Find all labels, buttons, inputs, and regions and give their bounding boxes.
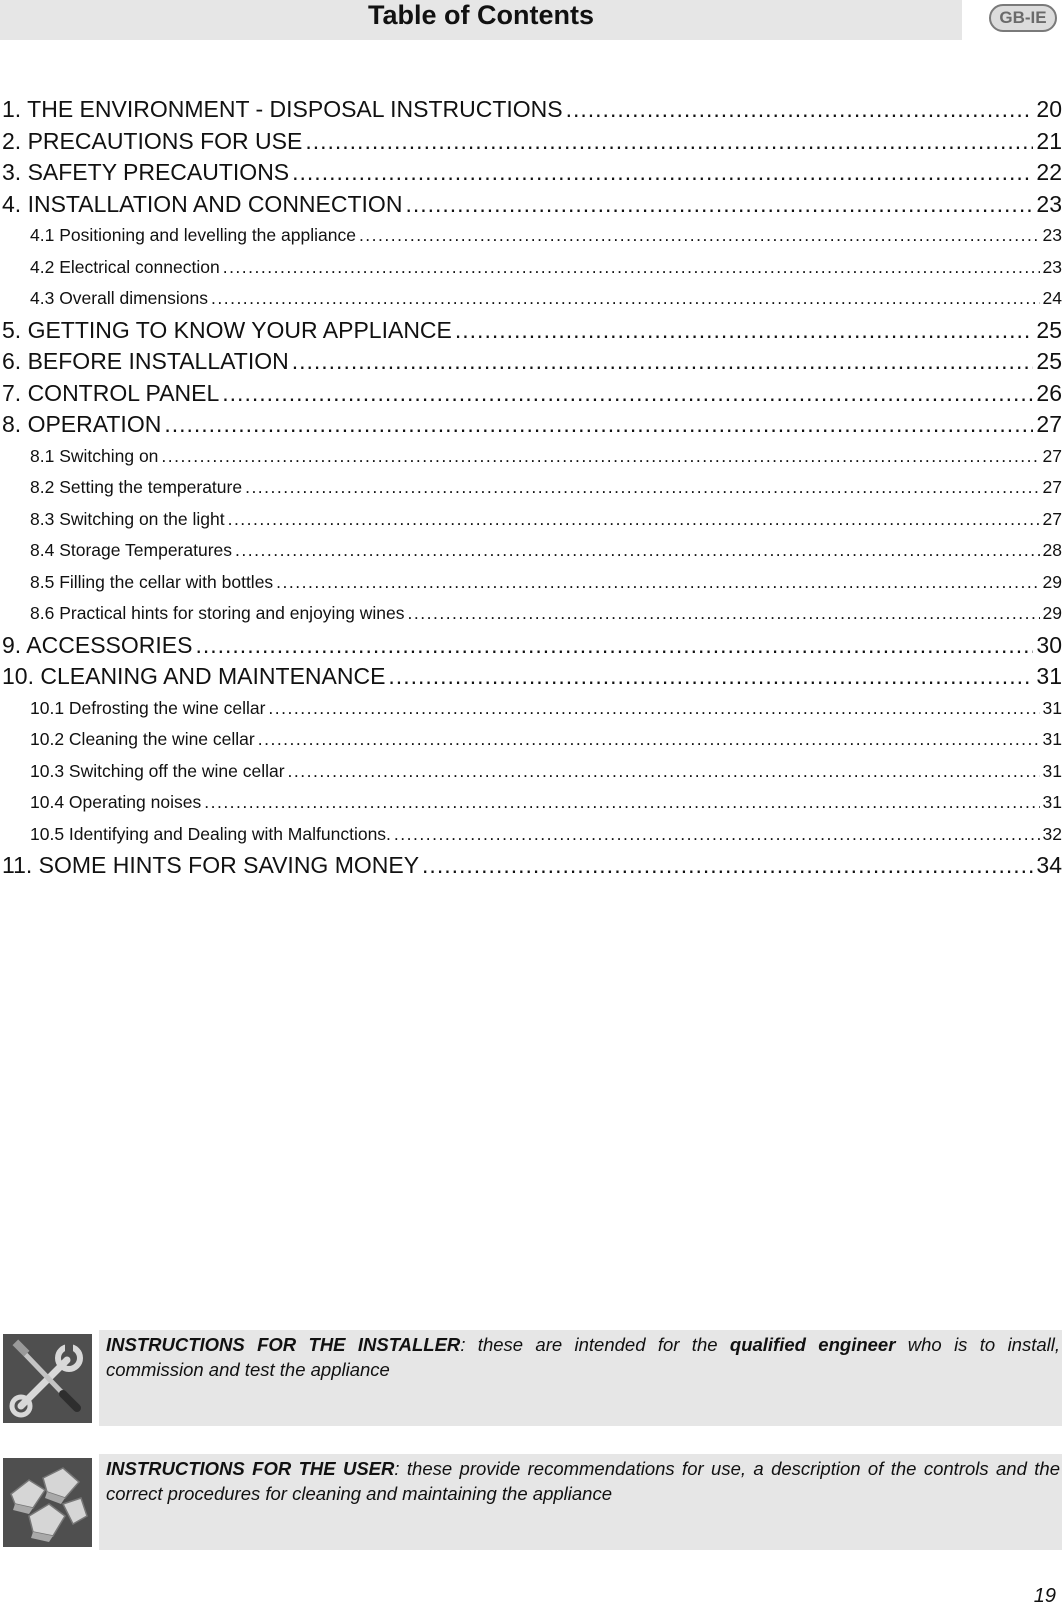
toc-entry-label: 8. OPERATION: [2, 411, 162, 437]
toc-entry-label: 10.1 Defrosting the wine cellar: [30, 697, 266, 718]
user-text-a: : these provide recommendations for use, a description of the controls and the correct procedures for cleaning and maintaining the appliance: [106, 1458, 1060, 1504]
toc-entry-page: 28: [1042, 540, 1062, 560]
page-number: 19: [1033, 1585, 1056, 1607]
toc-entry-label: 11. SOME HINTS FOR SAVING MONEY: [2, 852, 420, 878]
installer-instructions-box: [0, 1330, 1062, 1426]
user-heading: INSTRUCTIONS FOR THE USER: [106, 1458, 395, 1479]
toc-entry-label: 9. ACCESSORIES: [2, 631, 193, 658]
toc-dot-leader: [276, 567, 1039, 599]
toc-dot-leader: [288, 756, 1040, 788]
toc-section[interactable]: [0, 94, 1062, 126]
toc-dot-leader: [292, 346, 1034, 378]
toc-entry-label: 10.3 Switching off the wine cellar: [30, 760, 285, 781]
toc-subsection[interactable]: [0, 819, 1062, 851]
toc-subsection[interactable]: [0, 724, 1062, 756]
toc-section[interactable]: [0, 157, 1062, 189]
toc-entry-label: 4. INSTALLATION AND CONNECTION: [2, 190, 403, 217]
toc-dot-leader: [388, 661, 1033, 693]
toc-entry-label: 8.2 Setting the temperature: [30, 477, 243, 497]
toc-entry-page: 32: [1042, 823, 1062, 844]
toc-entry-label: 10. CLEANING AND MAINTENANCE: [2, 663, 386, 689]
tools-icon: [3, 1334, 92, 1423]
toc-entry-label: 8.5 Filling the cellar with bottles: [30, 571, 274, 592]
language-badge: GB-IE: [989, 4, 1057, 32]
toc-section[interactable]: [0, 126, 1062, 158]
toc-entry-label: 8.6 Practical hints for storing and enjoying wines: [30, 603, 405, 623]
toc-section[interactable]: [0, 630, 1062, 662]
qualified-engineer-text: qualified engineer: [729, 1334, 896, 1355]
toc-entry-page: 27: [1042, 477, 1062, 497]
toc-entry-page: 20: [1036, 96, 1062, 122]
toc-dot-leader: [164, 409, 1033, 441]
toc-dot-leader: [222, 378, 1033, 410]
user-instructions-box: [0, 1454, 1062, 1550]
toc-section[interactable]: [0, 189, 1062, 221]
toc-entry-label: 8.1 Switching on: [30, 445, 159, 466]
toc-entry-label: 2. PRECAUTIONS FOR USE: [2, 127, 303, 154]
toc-entry-label: 3. SAFETY PRECAUTIONS: [2, 159, 290, 185]
toc-entry-label: 10.5 Identifying and Dealing with Malfunctions.: [30, 823, 391, 844]
toc-subsection[interactable]: [0, 441, 1062, 473]
toc-entry-page: 27: [1036, 411, 1062, 437]
toc-entry-page: 34: [1036, 852, 1062, 878]
toc-dot-leader: [235, 535, 1040, 567]
toc-subsection[interactable]: [0, 504, 1062, 536]
toc-subsection[interactable]: [0, 787, 1062, 819]
toc-entry-page: 31: [1042, 792, 1062, 812]
toc-entry-page: 27: [1042, 445, 1062, 466]
toc-dot-leader: [245, 472, 1039, 504]
toc-dot-leader: [292, 157, 1033, 189]
toc-section[interactable]: [0, 315, 1062, 347]
toc-subsection[interactable]: [0, 567, 1062, 599]
toc-entry-label: 5. GETTING TO KNOW YOUR APPLIANCE: [2, 316, 452, 343]
installer-text-a: : these are intended for the: [460, 1334, 730, 1355]
toc-dot-leader: [359, 220, 1040, 252]
toc-dot-leader: [394, 819, 1040, 851]
installer-text-b: who is to install, commission and test the appliance: [106, 1334, 1061, 1380]
toc-entry-page: 31: [1042, 729, 1062, 749]
toc-dot-leader: [195, 630, 1033, 662]
toc-entry-page: 29: [1042, 571, 1062, 592]
toc-dot-leader: [422, 850, 1033, 882]
toc-entry-label: 8.3 Switching on the light: [30, 508, 225, 529]
toc-entry-label: 4.2 Electrical connection: [30, 256, 220, 277]
toc-entry-page: 24: [1042, 288, 1062, 308]
toc-entry-page: 25: [1036, 348, 1062, 374]
toc-dot-leader: [161, 441, 1039, 473]
toc-section[interactable]: [0, 661, 1062, 693]
toc-entry-page: 26: [1036, 379, 1062, 406]
toc-dot-leader: [228, 504, 1040, 536]
toc-entry-page: 27: [1042, 508, 1062, 529]
user-instructions-text: [106, 1456, 1060, 1506]
toc-subsection[interactable]: [0, 535, 1062, 567]
ice-cubes-icon: [3, 1458, 92, 1547]
toc-subsection[interactable]: [0, 283, 1062, 315]
toc-entry-page: 23: [1042, 256, 1062, 277]
toc-section[interactable]: [0, 346, 1062, 378]
toc-subsection[interactable]: [0, 472, 1062, 504]
toc-dot-leader: [455, 315, 1034, 347]
toc-entry-page: 23: [1042, 225, 1062, 245]
toc-dot-leader: [268, 693, 1039, 725]
toc-entry-label: 10.4 Operating noises: [30, 792, 202, 812]
toc-dot-leader: [223, 252, 1040, 284]
toc-dot-leader: [258, 724, 1040, 756]
toc-dot-leader: [408, 598, 1040, 630]
installer-heading: INSTRUCTIONS FOR THE INSTALLER: [106, 1334, 461, 1355]
toc-entry-label: 10.2 Cleaning the wine cellar: [30, 729, 255, 749]
toc-entry-label: 1. THE ENVIRONMENT - DISPOSAL INSTRUCTIONS: [2, 96, 563, 122]
toc-subsection[interactable]: [0, 756, 1062, 788]
toc-entry-page: 25: [1036, 316, 1062, 343]
toc-entry-page: 31: [1042, 697, 1062, 718]
toc-entry-page: 29: [1042, 603, 1062, 623]
toc-entry-label: 7. CONTROL PANEL: [2, 379, 220, 406]
toc-dot-leader: [211, 283, 1040, 315]
toc-entry-page: 23: [1036, 190, 1062, 217]
toc-subsection[interactable]: [0, 220, 1062, 252]
toc-section[interactable]: [0, 409, 1062, 441]
toc-dot-leader: [305, 126, 1033, 158]
toc-entry-label: 4.1 Positioning and levelling the appliance: [30, 225, 356, 245]
toc-dot-leader: [405, 189, 1033, 221]
page-title: Table of Contents: [368, 0, 594, 30]
toc-subsection[interactable]: [0, 252, 1062, 284]
toc-entry-label: 6. BEFORE INSTALLATION: [2, 348, 289, 374]
toc-entry-page: 21: [1036, 127, 1062, 154]
toc-subsection[interactable]: [0, 693, 1062, 725]
toc-section[interactable]: [0, 850, 1062, 882]
toc-entry-label: 4.3 Overall dimensions: [30, 288, 208, 308]
installer-instructions-text: [106, 1332, 1060, 1382]
table-of-contents: [0, 94, 1062, 882]
toc-dot-leader: [566, 94, 1034, 126]
toc-entry-page: 22: [1036, 159, 1062, 185]
toc-entry-page: 31: [1036, 663, 1062, 689]
toc-section[interactable]: [0, 378, 1062, 410]
toc-entry-page: 31: [1042, 760, 1062, 781]
toc-entry-page: 30: [1036, 631, 1062, 658]
toc-dot-leader: [204, 787, 1039, 819]
toc-subsection[interactable]: [0, 598, 1062, 630]
toc-entry-label: 8.4 Storage Temperatures: [30, 540, 233, 560]
